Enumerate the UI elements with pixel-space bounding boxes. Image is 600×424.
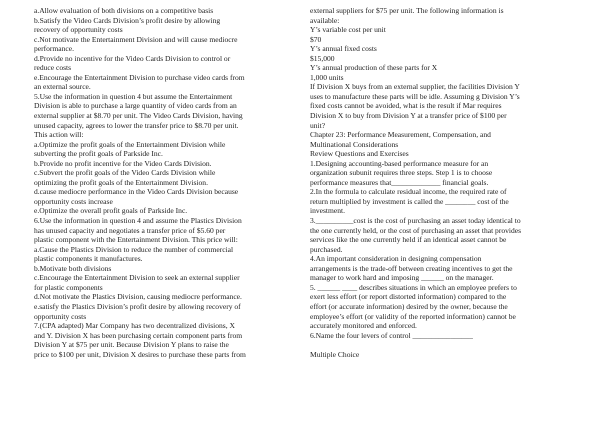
text-line: uses to manufacture these parts will be idle. Assuming g Division Y’s <box>310 91 520 101</box>
text-line: 6.Name the four levers of control ________________ <box>310 330 473 340</box>
text-line: external supplier at $8.70 per unit. The Video Cards Division, having <box>34 111 243 121</box>
text-line: organization subunit requires three steps. Step 1 is to choose <box>310 168 493 178</box>
text-line: the one currently held, or the cost of purchasing an asset that provides <box>310 225 522 235</box>
text-line: If Division X buys from an external supplier, the facilities Division Y <box>310 82 520 92</box>
text-line: $15,000 <box>310 53 335 63</box>
text-line: plastic component with the Entertainment Division. This price will: <box>34 235 238 245</box>
text-line: effort (or accurate information) desired by the owner, because the <box>310 301 508 311</box>
text-line: price to $100 per unit, Division X desires to purchase these parts from <box>34 349 246 359</box>
text-line: subverting the profit goals of Parkside Inc. <box>34 149 163 159</box>
text-line: Review Questions and Exercises <box>310 149 409 159</box>
text-line: 4.An important consideration in designing compensation <box>310 254 482 264</box>
text-line: Chapter 23: Performance Measurement, Compensation, and <box>310 130 491 140</box>
text-line: purchased. <box>310 244 343 254</box>
text-line: for plastic components <box>34 282 103 292</box>
text-line: 5. ______ ____ describes situations in which an employee prefers to <box>310 282 517 292</box>
text-line: Y’s variable cost per unit <box>310 25 386 35</box>
text-line: available: <box>310 15 340 25</box>
text-line: e.Optimize the overall profit goals of Parkside Inc. <box>34 206 188 216</box>
text-line: opportunity costs <box>34 311 87 321</box>
text-line: accurately monitored and enforced. <box>310 321 417 331</box>
text-line: has unused capacity and negotiates a transfer price of $5.60 per <box>34 225 226 235</box>
text-line <box>310 340 580 350</box>
text-line: a.Optimize the profit goals of the Entertainment Division while <box>34 139 226 149</box>
text-line: reduce costs <box>34 63 72 73</box>
text-line: 7.(CPA adapted) Mar Company has two decentralized divisions, X <box>34 321 235 331</box>
text-line: c.Encourage the Entertainment Division to seek an external supplier <box>34 273 240 283</box>
text-line: a.Allow evaluation of both divisions on a competitive basis <box>34 6 214 15</box>
text-line: d.Provide no incentive for the Video Cards Division to control or <box>34 53 231 63</box>
right-text-column <box>310 6 580 359</box>
text-line: d.cause mediocre performance in the Video Cards Division because <box>34 187 239 197</box>
text-line: exert less effort (or report distorted information) compared to the <box>310 292 507 302</box>
text-line: external suppliers for $75 per unit. The following information is <box>310 6 504 15</box>
text-line: 5.Use the information in question 4 but assume the Entertainment <box>34 91 233 101</box>
text-line: investment. <box>310 206 346 216</box>
text-line: e.Encourage the Entertainment Division to purchase video cards from <box>34 72 245 82</box>
text-line: 2.In the formula to calculate residual income, the required rate of <box>310 187 507 197</box>
text-line: employee’s effort (or validity of the reported information) cannot be <box>310 311 516 321</box>
text-line: c.Not motivate the Entertainment Division and will cause mediocre <box>34 34 238 44</box>
text-line: Y’s annual fixed costs <box>310 44 377 54</box>
text-line: recovery of opportunity costs <box>34 25 123 35</box>
text-line: Y’s annual production of these parts for X <box>310 63 438 73</box>
text-line: Division Y at $75 per unit. Because Division Y plans to raise the <box>34 340 229 350</box>
text-line: performance measures that_____________ financial goals. <box>310 177 489 187</box>
text-line: e.satisfy the Plastics Division’s profit desire by allowing recovery of <box>34 301 241 311</box>
text-line: plastic components it manufactures. <box>34 254 143 264</box>
text-line: performance. <box>34 44 75 54</box>
text-line: 1.Designing accounting-based performance measure for an <box>310 158 489 168</box>
text-line: 6.Use the information in question 4 and assume the Plastics Division <box>34 216 242 226</box>
text-line: Multiple Choice <box>310 349 360 359</box>
left-text-column <box>34 6 304 359</box>
text-line: optimizing the profit goals of the Entertainment Division. <box>34 177 208 187</box>
text-line: c.Subvert the profit goals of the Video Cards Division while <box>34 168 216 178</box>
text-line: manager to work hard and imposing ______ on the manager. <box>310 273 494 283</box>
text-line: Multinational Considerations <box>310 139 399 149</box>
text-line: unused capacity, agrees to lower the transfer price to $8.70 per unit. <box>34 120 239 130</box>
text-line: 1,000 units <box>310 72 344 82</box>
text-line: unit? <box>310 120 326 130</box>
text-line: d.Not motivate the Plastics Division, causing mediocre performance. <box>34 292 242 302</box>
text-line: Division is able to purchase a large quantity of video cards from an <box>34 101 237 111</box>
text-line: This action will: <box>34 130 84 140</box>
text-line: opportunity costs increase <box>34 196 113 206</box>
text-line: 3.__________cost is the cost of purchasing an asset today identical to <box>310 216 521 226</box>
text-line: b.Satisfy the Video Cards Division’s profit desire by allowing <box>34 15 221 25</box>
text-line: services like the one currently held if an identical asset cannot be <box>310 235 507 245</box>
text-line: Division X to buy from Division Y at a transfer price of $100 per <box>310 111 507 121</box>
text-line: fixed costs cannot be avoided, what is the result if Mar requires <box>310 101 502 111</box>
text-line: b.Motivate both divisions <box>34 263 112 273</box>
text-line: return multiplied by investment is called the ________ cost of the <box>310 196 509 206</box>
text-line: a.Cause the Plastics Division to reduce the number of commercial <box>34 244 234 254</box>
text-line: and Y. Division X has been purchasing certain component parts from <box>34 330 243 340</box>
text-line: arrangements is the trade-off between creating incentives to get the <box>310 263 513 273</box>
text-line: b.Provide no profit incentive for the Video Cards Division. <box>34 158 212 168</box>
text-line: an external source. <box>34 82 91 92</box>
text-line: $70 <box>310 34 322 44</box>
